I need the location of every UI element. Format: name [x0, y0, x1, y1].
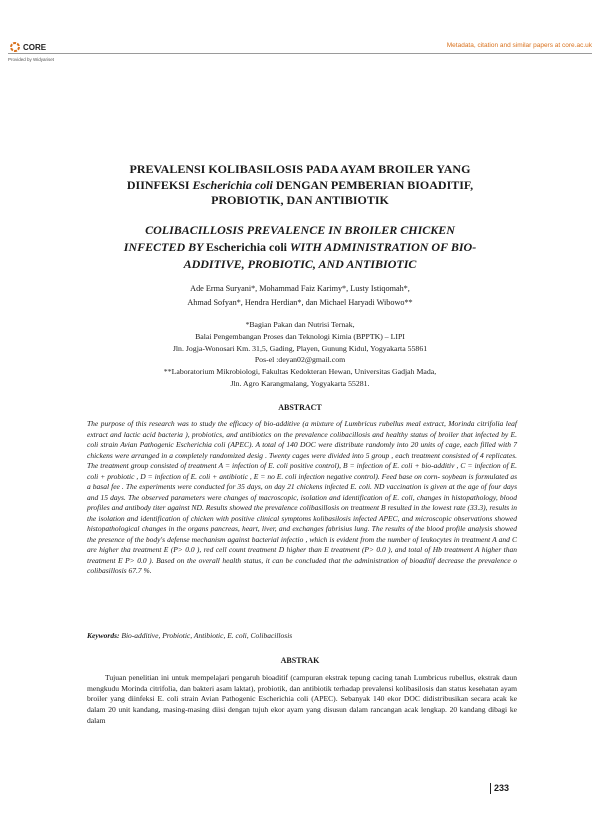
title-english: [80, 222, 520, 273]
title-id-line3: PROBIOTIK, DAN ANTIBIOTIK: [211, 193, 389, 207]
authors-line2: Ahmad Sofyan*, Hendra Herdian*, dan Michael Haryadi Wibowo**: [187, 298, 413, 307]
title-id-line1: PREVALENSI KOLIBASILOSIS PADA AYAM BROILER YANG: [129, 162, 471, 176]
title-indonesian: [80, 162, 520, 209]
title-en-line3: ADDITIVE, PROBIOTIC, AND ANTIBIOTIC: [183, 257, 417, 271]
abstrak-body: Tujuan penelitian ini untuk mempelajari pengaruh bioaditif (campuran ekstrak tepung cacing tanah Lumbricus rubellus, ekstrak daun mengkudu Morinda citrifolia, dan bakteri asam laktat), probiotik, dan antibiotik terhadap prevalensi kolibasilosis dan status kesehatan ayam broiler yang diinfeksi E. coli strain Avian Pathogenic Escherichia coli (APEC). Sebanyak 140 ekor DOC didistribusikan secara acak ke dalam 20 unit kandang, masing-masing diisi dengan tujuh ekor ayam yang disusun dalam rancangan acak lengkap. 20 kandang dibagi ke dalam: [87, 673, 517, 725]
core-logo[interactable]: [10, 42, 46, 52]
core-provided-by: Provided by Widyariset: [8, 57, 55, 62]
abstract-body: The purpose of this research was to study the efficacy of bio-additive (a mixture of Lumbricus rubellus meal extract, Morinda citrifolia leaf extract and lactic acid bacteria ), probiotics, and antibiotics on the prevalence colibacillosis and healthy status of broiler that infected by E. coli strain Avian Pathogenic Escherichia coli (APEC). A total of 140 DOC were distribute randomly into 20 units of cage, each filled with 7 chickens were arranged in a completely randomized desig . Twenty cages were divided into 5 group , each treatment consisted of 4 replicates. The treatment group consisted of treatment A = infection of E. coli positive control), B = infection of E. coli + bio-additiv , C = infection of E. coli + probiotic , D = infection of E. coli + antibiotic , E = no E. coli infection negative control). Feed base on corn- soybean is formulated as a basal fee . The experiments were conducted for 35 days, on day 21 chickens infected E. coli. ND vaccination is given at the age of four days and 15 days. The observed parameters were changes of macroscopic, isolation and identification of E. coli, changes in histopathology, blood profiles and antibody titer against ND. Results showed the prevalence colibasillosis on treatment B resulted in the lowest rate (33.3), results in the isolation and identification of chicken with positive clinical symptoms kolibasilosis infected APEC, and microscopic observations showed histopathological changes in the organs pancreas, heart, liver, and exchanges fabrisius lung. The results of the blood profile analysis showed the presence of the body's defense mechanism against bacterial infectio , which is evident from the number of leukocytes in treatment A and C are higher tha treatment E (P> 0.0 ), red cell count treatment D higher than E treatment (P> 0.0 ), and total of Hb treatment A higher than treatment E P> 0.0 ). Based on the overall health status, it can be concluded that the administration of bioaditif decrease the prevalence o colibasillosis 67.7 %.: [87, 419, 517, 575]
authors-line1: Ade Erma Suryani*, Mohammad Faiz Karimy*, Lusty Istiqomah*,: [190, 284, 410, 293]
title-en-line1: COLIBACILLOSIS PREVALENCE IN BROILER CHICKEN: [145, 223, 455, 237]
title-id-scientific-name: Escherichia coli: [192, 177, 273, 192]
keywords-label: Keywords:: [87, 631, 120, 640]
core-banner: [0, 38, 600, 72]
affiliation-line: Balai Pengembangan Proses dan Teknologi Kimia (BPPTK) – LIPI: [195, 331, 405, 341]
affiliation-line: *Bagian Pakan dan Nutrisi Ternak,: [245, 320, 355, 329]
affiliation-email: Pos-el :deyan02@gmail.com: [254, 355, 346, 365]
affiliation-line: **Laboratorium Mikrobiologi, Fakultas Kedokteran Hewan, Universitas Gadjah Mada,: [163, 367, 437, 377]
core-logo-icon: [10, 42, 20, 52]
title-en-line2: INFECTED BY Escherichia coli WITH ADMINISTRATION OF BIO-: [123, 240, 477, 254]
abstract-heading: ABSTRACT: [278, 403, 322, 412]
title-en-scientific-name: Escherichia coli: [206, 240, 288, 254]
keywords: [87, 631, 517, 642]
core-metadata-link[interactable]: Metadata, citation and similar papers at core.ac.uk: [446, 42, 592, 49]
author-list: [100, 282, 500, 310]
core-divider: [8, 53, 592, 54]
affiliation-line: Jln. Agro Karangmalang, Yogyakarta 55281.: [230, 378, 370, 388]
affiliations: [100, 319, 500, 390]
core-logo-text: CORE: [23, 42, 47, 52]
keywords-text: Bio-additive, Probiotic, Antibiotic, E. coli, Colibacillosis: [119, 631, 293, 640]
abstrak-heading: ABSTRAK: [280, 656, 320, 665]
affiliation-line: Jln. Jogja-Wonosari Km. 31,5, Gading, Playen, Gunung Kidul, Yogyakarta 55861: [172, 343, 428, 353]
title-id-line2: DIINFEKSI Escherichia coli DENGAN PEMBERIAN BIOADITIF,: [126, 177, 474, 192]
page-number: 233: [490, 783, 509, 794]
